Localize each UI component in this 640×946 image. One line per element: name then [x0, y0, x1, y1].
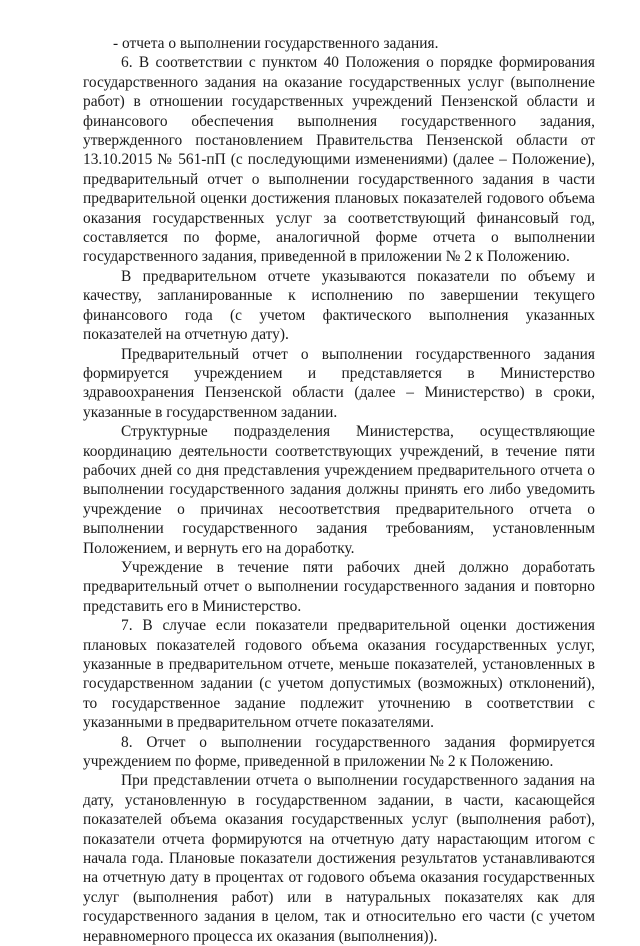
paragraph-institution-revision: Учреждение в течение пяти рабочих дней должно доработать предварительный отчет о выполнении государственного задания и повторно представить его в Министерство.: [83, 558, 595, 615]
paragraph-structural-units: Структурные подразделения Министерства, осуществляющие координацию деятельности соответствующих учреждений, в течение пяти рабочих дней со дня представления учреждением предварительного отчета о выполнении государственного задания должны принять его либо уведомить учреждение о причинах несоответствия предварительного отчета о выполнении государственного задания требованиям, установленным Положением, и вернуть его на доработку.: [83, 423, 595, 557]
paragraph-report-item: - отчета о выполнении государственного задания.: [113, 35, 439, 52]
paragraph-item-8: 8. Отчет о выполнении государственного задания формируется учреждением по форме, приведенной в приложении № 2 к Положению.: [83, 733, 595, 771]
paragraph-preliminary-submission: Предварительный отчет о выполнении государственного задания формируется учреждением и представляется в Министерство здравоохранения Пензенской области (далее – Министерство) в сроки, указанные в государственном задании.: [83, 345, 595, 421]
document-page: [83, 34, 595, 946]
paragraph-preliminary-indicators: В предварительном отчете указываются показатели по объему и качеству, запланированные к исполнению по завершении текущего финансового года (с учетом фактического выполнения указанных показателей на отчетную дату).: [83, 267, 595, 344]
paragraph-report-date: При представлении отчета о выполнении государственного задания на дату, установленную в государственном задании, в части, касающейся показателей объема оказания государственных услуг (выполнения работ), показатели отчета формируются на отчетную дату нарастающим итогом с начала года. Плановые показатели достижения результатов устанавливаются на отчетную дату в процентах от годового объема оказания государственных услуг (выполнения работ) или в натуральных показателях как для государственного задания в целом, так и относительно его части (с учетом неравномерного процесса их оказания (выполнения)).: [83, 772, 595, 945]
paragraph-item-6: 6. В соответствии с пунктом 40 Положения о порядке формирования государственного задания на оказание государственных услуг (выполнение работ) в отношении государственных учреждений Пензенской области и финансового обеспечения выполнения государственного задания, утвержденного постановлением Правительства Пензенской области от 13.10.2015 № 561-пП (с последующими изменениями) (далее – Положение), предварительный отчет о выполнении государственного задания в части предварительной оценки достижения плановых показателей годового объема оказания государственных услуг за соответствующий финансовый год, составляется по форме, аналогичной форме отчета о выполнении государственного задания, приведенной в приложении № 2 к Положению.: [83, 54, 595, 266]
paragraph-item-7: 7. В случае если показатели предварительной оценки достижения плановых показателей годового объема оказания государственных услуг, указанные в предварительном отчете, меньше показателей, установленных в государственном задании (с учетом допустимых (возможных) отклонений), то государственное задание подлежит уточнению в соответствии с указанными в предварительном отчете показателями.: [83, 617, 595, 732]
